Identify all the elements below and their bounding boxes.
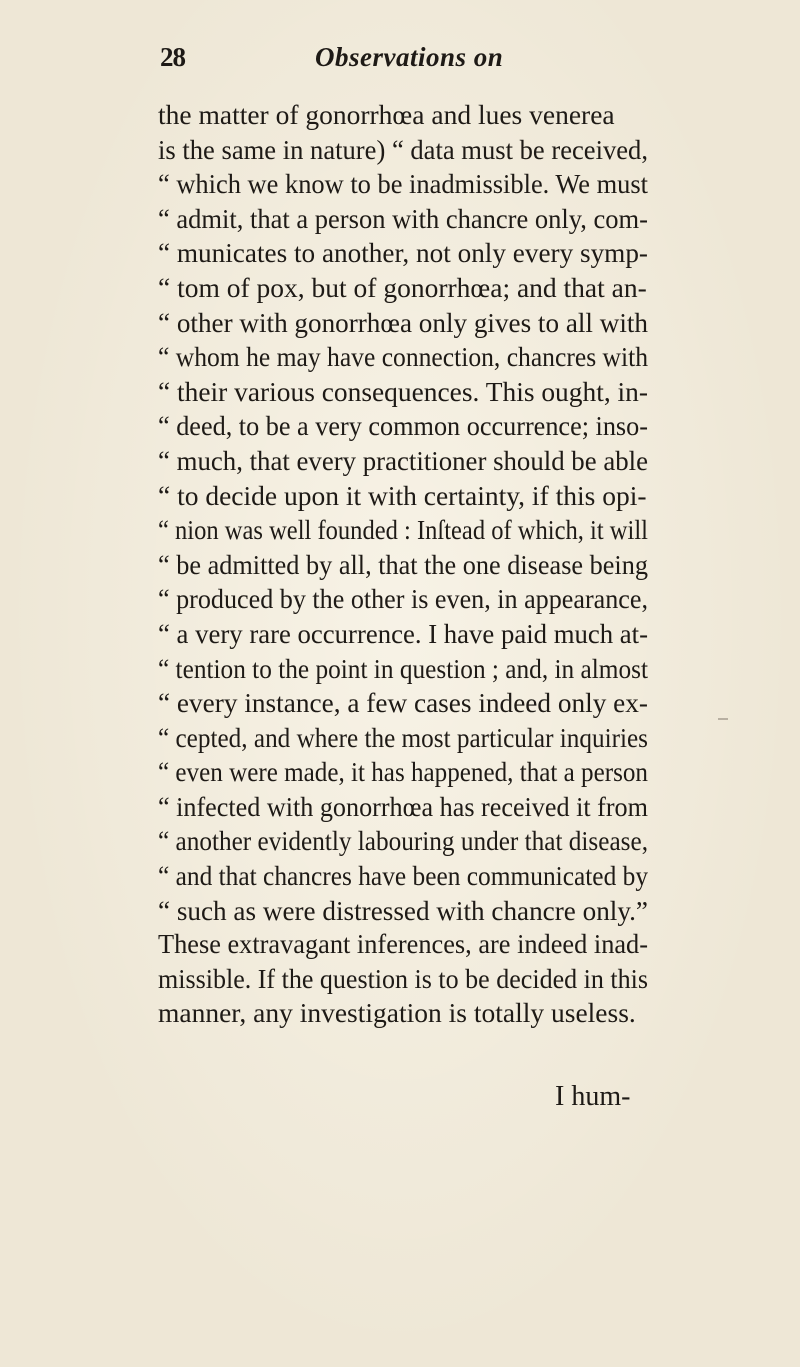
text-line: “ their various consequences. This ought, in-	[158, 375, 649, 407]
text-line: “ even were made, it has happened, that a person	[158, 756, 648, 788]
text-line: “ such as were distressed with chancre only.”	[158, 894, 648, 926]
text-line: “ be admitted by all, that the one disease being	[158, 548, 648, 580]
text-line: is the same in nature) “ data must be received,	[158, 133, 648, 165]
page-number: 28	[160, 42, 185, 72]
text-line: “ produced by the other is even, in appearance,	[158, 583, 649, 615]
text-line: “ whom he may have connection, chancres with	[158, 341, 649, 373]
text-line: “ other with gonorrhœa only gives to all with	[158, 306, 648, 338]
text-line: “ and that chancres have been communicated by	[158, 860, 649, 892]
text-line: “ admit, that a person with chancre only, com-	[158, 202, 648, 234]
text-line: “ tention to the point in question ; and, in almost	[158, 652, 648, 684]
text-line: “ much, that every practitioner should be able	[158, 444, 648, 476]
paragraph-1	[158, 98, 648, 928]
page-header	[160, 42, 760, 82]
text-line: “ deed, to be a very common occurrence; inso-	[158, 410, 648, 442]
text-line: “ tom of pox, but of gonorrhœa; and that an-	[158, 271, 647, 303]
catchword: I hum-	[555, 1081, 631, 1112]
text-line: “ cepted, and where the most particular inquiries	[158, 721, 649, 753]
text-line: These extravagant inferences, are indeed inad-	[158, 928, 648, 959]
text-line: manner, any investigation is totally useless.	[158, 997, 636, 1029]
text-line: missible. If the question is to be decided in this	[158, 962, 648, 994]
text-line: “ every instance, a few cases indeed only ex-	[158, 687, 649, 719]
text-line: “ nion was well founded : Inſtead of which, it will	[158, 514, 648, 546]
text-line: “ a very rare occurrence. I have paid much at-	[158, 617, 649, 649]
text-line: “ to decide upon it with certainty, if this opi-	[158, 479, 647, 511]
text-line: “ municates to another, not only every symp-	[158, 237, 648, 269]
text-line: “ infected with gonorrhœa has received it from	[158, 790, 648, 822]
paragraph-2	[158, 927, 648, 1031]
text-line: the matter of gonorrhœa and lues venerea	[158, 99, 615, 130]
text-line: “ another evidently labouring under that disease,	[158, 825, 649, 857]
ink-speck	[718, 718, 728, 720]
text-line: “ which we know to be inadmissible. We must	[158, 168, 649, 200]
running-title: Observations on	[315, 42, 504, 72]
